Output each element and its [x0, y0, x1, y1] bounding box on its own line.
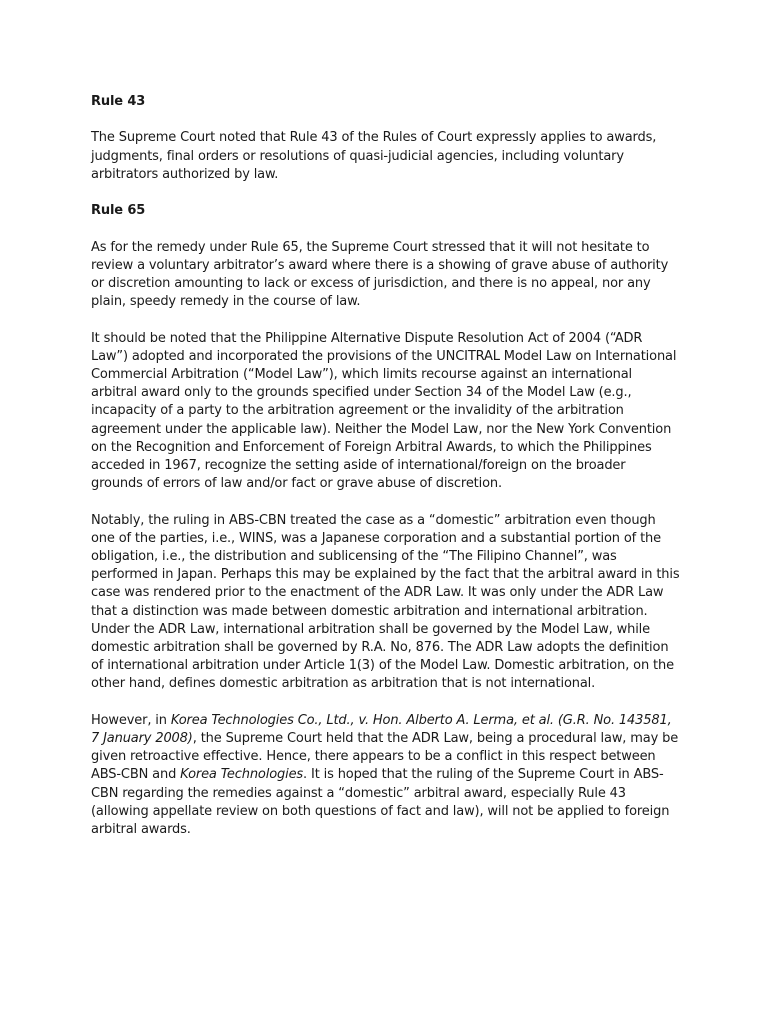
paragraph-rule-65: As for the remedy under Rule 65, the Supreme Court stressed that it will not hesitate to review a voluntary arbitrator’s award where there is a showing of grave abuse of authority or discretion amounting to lack or excess of jurisdiction, and there is no appeal, nor any plain, speedy remedy in the course of law. — [91, 239, 669, 310]
paragraph-korea-technologies — [91, 712, 681, 839]
korea-citation: (G.R. No. 143581, 7 January 2008) — [91, 712, 672, 747]
paragraph-abs-cbn: Notably, the ruling in ABS-CBN treated the case as a “domestic” arbitration even though one of the parties, i.e., WINS, was a Japanese corporation and a substantial portion of the obligation, i.e., the distribution and sublicensing of the “The Filipino Channel”, was performed in Japan. Perhaps this may be explained by the fact that the arbitral award in this case was rendered prior to the enactment of the ADR Law. It was only under the ADR Law that a distinction was made between domestic arbitration and international arbitration. Under the ADR Law, international arbitration shall be governed by the Model Law, while domestic arbitration shall be governed by R.A. No, 876. The ADR Law adopts the definition of international arbitration under Article 1(3) of the Model Law. Domestic arbitration, on the other hand, defines domestic arbitration as arbitration that is not international. — [91, 512, 680, 692]
document-body — [91, 93, 681, 857]
korea-case-short: Korea Technologies — [180, 767, 304, 783]
korea-text-3: . It is hoped that the ruling of the Supreme Court in ABS-CBN regarding the remedies against a “domestic” arbitral award, especially Rule 43 (allowing appellate review on both questions of fact and law), will not be applied to foreign arbitral awards. — [91, 767, 670, 838]
korea-case-name: Korea Technologies Co., Ltd., v. Hon. Alberto A. Lerma, et al. — [170, 712, 554, 728]
paragraph-adr-law: It should be noted that the Philippine Alternative Dispute Resolution Act of 2004 (“ADR Law”) adopted and incorporated the provisions of the UNCITRAL Model Law on International Commercial Arbitration (“Model Law”), which limits recourse against an international arbitral award only to the grounds specified under Section 34 of the Model Law (e.g., incapacity of a party to the arbitration agreement or the invalidity of the arbitration agreement under the applicable law). Neither the Model Law, nor the New York Convention on the Recognition and Enforcement of Foreign Arbitral Awards, to which the Philippines acceded in 1967, recognize the setting aside of international/foreign on the broader grounds of errors of law and/or fact or grave abuse of discretion. — [91, 330, 677, 492]
korea-text-1: However, in — [91, 712, 171, 728]
korea-text-2: , the Supreme Court held that the ADR Law, being a procedural law, may be given retroactive effective. Hence, there appears to be a conflict in this respect between ABS-CBN and — [91, 731, 679, 783]
paragraph-rule-43: The Supreme Court noted that Rule 43 of the Rules of Court expressly applies to awards, judgments, final orders or resolutions of quasi-judicial agencies, including voluntary arbitrators authorized by law. — [91, 130, 657, 182]
heading-rule-65: Rule 65 — [91, 203, 146, 219]
heading-rule-43: Rule 43 — [91, 94, 146, 109]
